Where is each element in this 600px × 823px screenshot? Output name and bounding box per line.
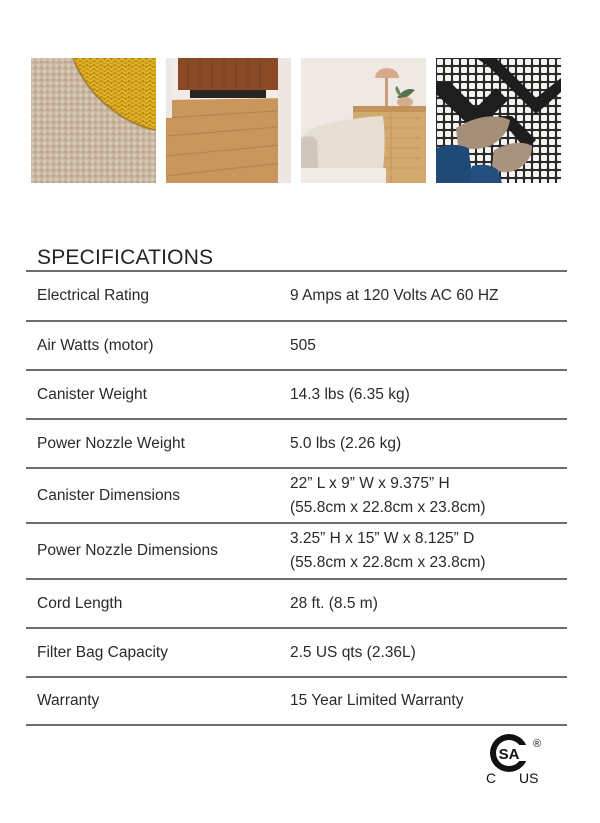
spec-value [290,472,486,520]
csa-us-label: US [519,770,539,786]
spec-row-power-nozzle-dimensions [26,524,567,578]
spec-label: Canister Dimensions [37,486,180,504]
spec-row-warranty [26,678,567,724]
spec-value-metric: (55.8cm x 22.8cm x 23.8cm) [290,554,486,571]
spec-row-air-watts [26,322,567,369]
spec-value [290,527,486,575]
spec-value: 28 ft. (8.5 m) [290,594,378,612]
hardwood-image-icon [166,58,291,183]
spec-label: Canister Weight [37,385,147,403]
carpet-image-icon [31,58,156,183]
spec-label: Electrical Rating [37,287,149,304]
photo-carpet [31,58,156,183]
spec-value: 15 Year Limited Warranty [290,692,464,709]
spec-label: Cord Length [37,594,123,612]
csa-certification-mark [483,733,549,789]
csa-logo-icon [483,733,549,789]
spec-value: 2.5 US qts (2.36L) [290,643,416,661]
spec-row-electrical-rating [26,272,567,320]
spec-value: 14.3 lbs (6.35 kg) [290,385,410,403]
spec-label: Power Nozzle Weight [37,434,185,452]
photo-strip [31,58,562,183]
csa-c-label: C [486,770,497,786]
spec-value: 5.0 lbs (2.26 kg) [290,434,402,452]
spec-row-canister-weight [26,371,567,418]
spec-value: 9 Amps at 120 Volts AC 60 HZ [290,287,499,304]
living-room-image-icon [301,58,426,183]
spec-value: 505 [290,336,316,354]
spec-label: Power Nozzle Dimensions [37,542,218,559]
svg-text:SA: SA [498,746,520,763]
spec-value-imperial: 3.25” H x 15” W x 8.125” D [290,530,475,547]
spec-label: Warranty [37,692,100,709]
spec-row-canister-dimensions [26,469,567,522]
spec-row-filter-bag-capacity [26,629,567,676]
spec-value-metric: (55.8cm x 22.8cm x 23.8cm) [290,498,486,516]
photo-mosaic-tile [436,58,561,183]
photo-living-room [301,58,426,183]
mosaic-tile-image-icon [436,58,561,183]
table-divider [26,724,567,726]
spec-label: Filter Bag Capacity [37,643,168,661]
photo-hardwood [166,58,291,183]
spec-value-imperial: 22” L x 9” W x 9.375” H [290,474,450,492]
spec-label: Air Watts (motor) [37,336,154,354]
registered-mark: ® [533,738,542,750]
specifications-heading: SPECIFICATIONS [37,246,214,270]
spec-row-power-nozzle-weight [26,420,567,467]
specifications-table [26,270,567,726]
spec-row-cord-length [26,580,567,627]
